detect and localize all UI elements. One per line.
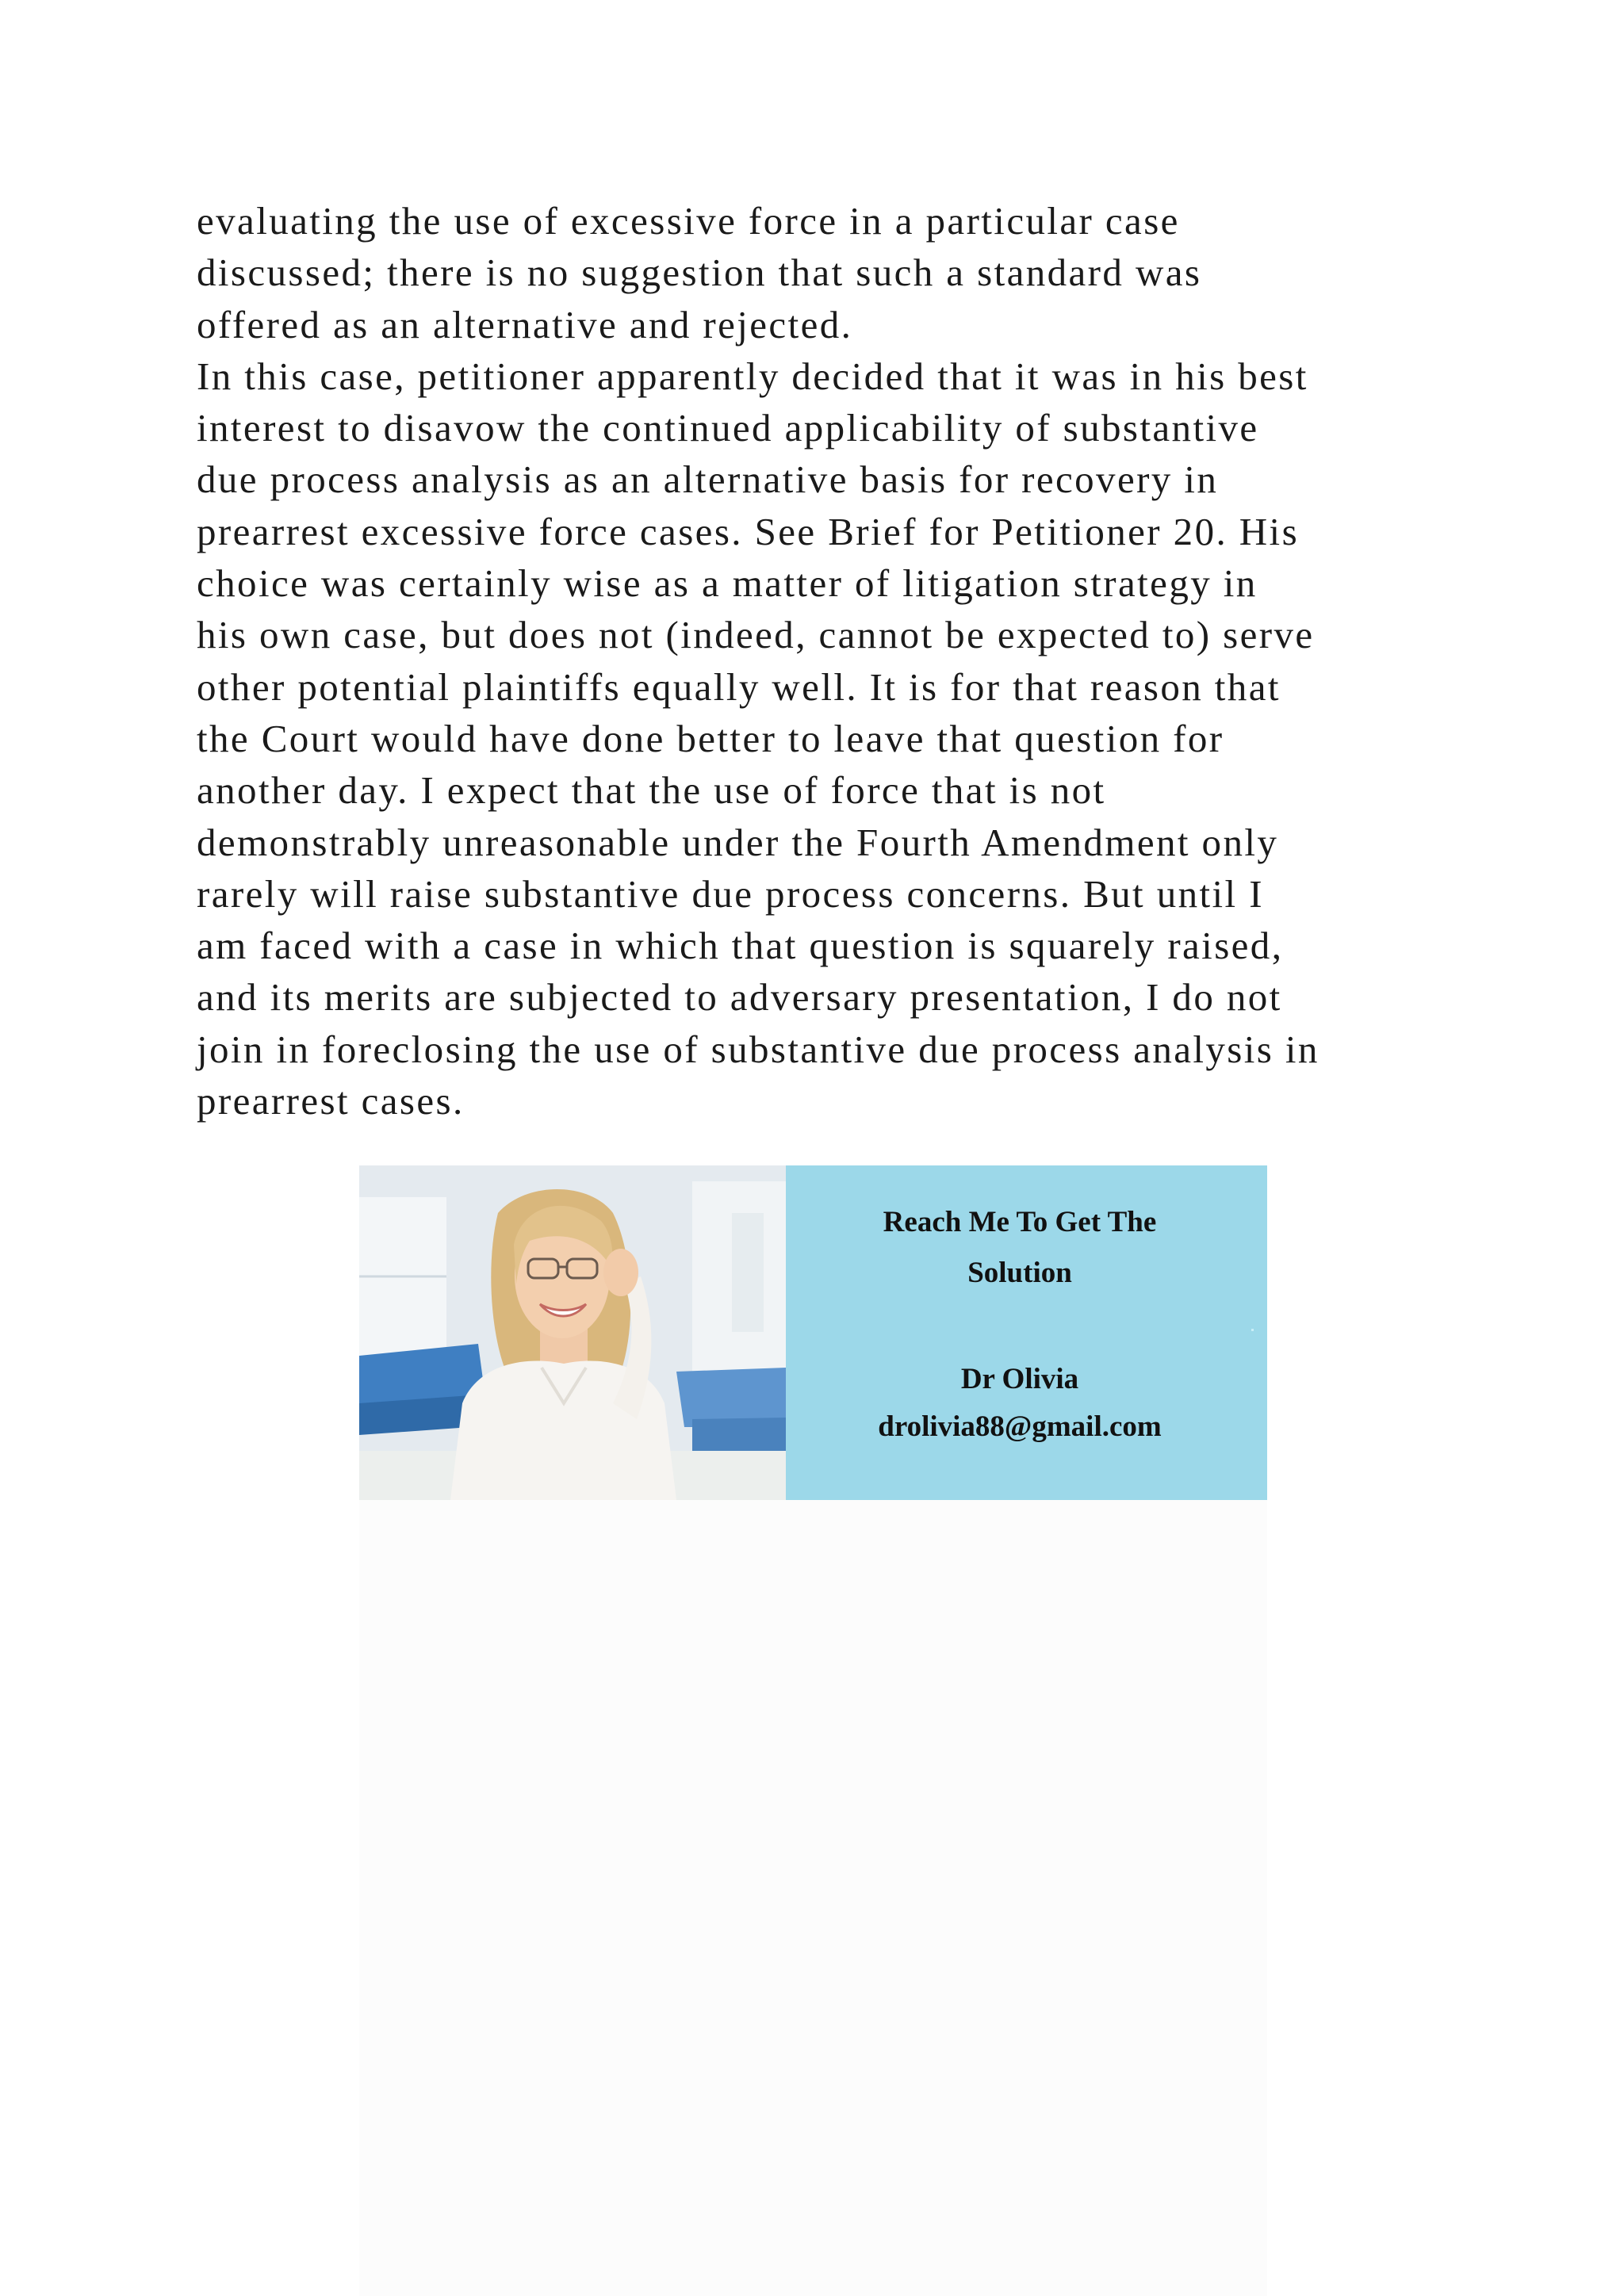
text-line: due process analysis as an alternative basis for recovery in — [197, 457, 1219, 502]
contact-email: drolivia88@gmail.com — [878, 1410, 1162, 1443]
text-line: prearrest excessive force cases. See Brief for Petitioner 20. His — [197, 509, 1300, 553]
promo-heading-line2: Solution — [967, 1257, 1072, 1289]
text-line: am faced with a case in which that question is squarely raised, — [197, 924, 1284, 968]
text-line: demonstrably unreasonable under the Fourth Amendment only — [197, 820, 1279, 864]
contact-promo-banner — [359, 1165, 1267, 1500]
text-line: another day. I expect that the use of force that is not — [197, 768, 1106, 813]
woman-portrait-photo — [359, 1165, 786, 1500]
text-line: the Court would have done better to leave that question for — [197, 716, 1224, 760]
text-line: interest to disavow the continued applicability of substantive — [197, 406, 1259, 450]
text-line: choice was certainly wise as a matter of litigation strategy in — [197, 561, 1258, 606]
document-body — [197, 195, 1450, 1127]
text-line: other potential plaintiffs equally well. It is for that reason that — [197, 664, 1281, 709]
text-line: prearrest cases. — [197, 1079, 465, 1123]
card-speck — [1251, 1329, 1254, 1331]
text-line: and its merits are subjected to adversary presentation, I do not — [197, 975, 1282, 1020]
promo-heading — [786, 1197, 1254, 1299]
promo-heading-line1: Reach Me To Get The — [883, 1206, 1157, 1238]
text-line: discussed; there is no suggestion that such a standard was — [197, 251, 1202, 295]
text-line: offered as an alternative and rejected. — [197, 302, 853, 346]
blank-placeholder-area — [359, 1500, 1267, 2296]
text-line: In this case, petitioner apparently decided that it was in his best — [197, 354, 1308, 398]
portrait-illustration — [359, 1165, 786, 1500]
text-line: join in foreclosing the use of substantive due process analysis in — [197, 1027, 1320, 1071]
contact-card — [786, 1165, 1267, 1500]
contact-name: Dr Olivia — [960, 1363, 1079, 1395]
text-line: rarely will raise substantive due process concerns. But until I — [197, 871, 1264, 916]
text-line: evaluating the use of excessive force in a particular case — [197, 199, 1180, 243]
text-line: his own case, but does not (indeed, cannot be expected to) serve — [197, 613, 1315, 657]
